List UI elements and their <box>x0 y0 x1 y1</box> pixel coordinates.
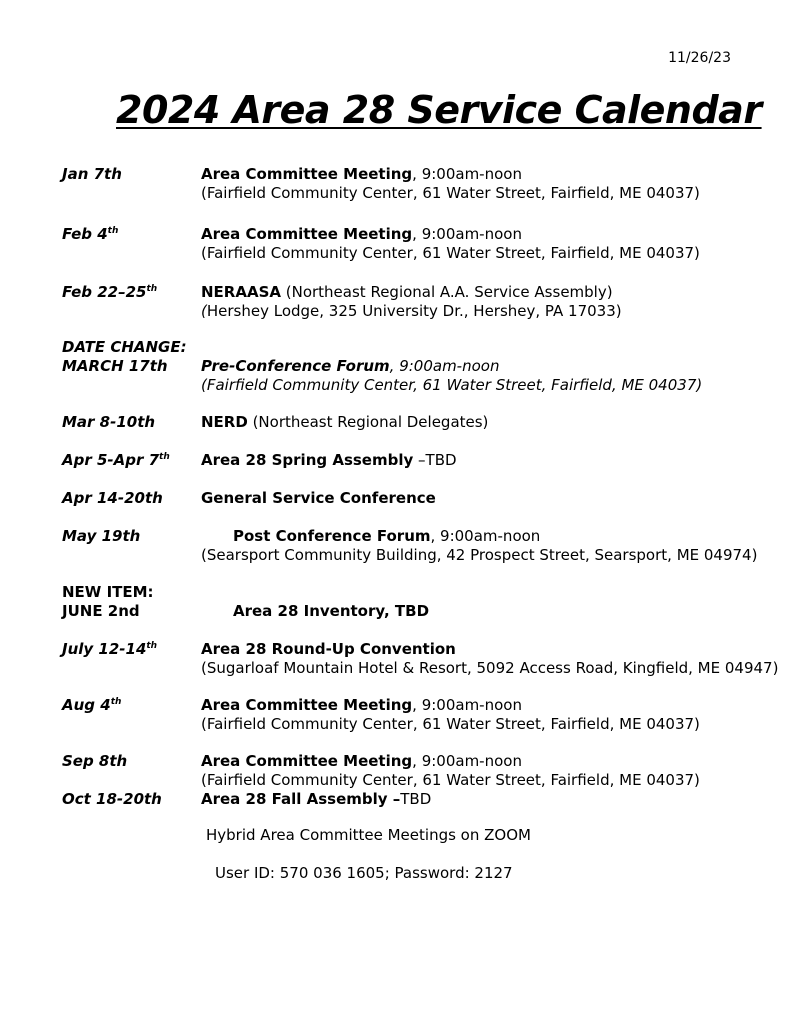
entry-event: Area 28 Inventory, TBD <box>233 602 430 620</box>
entry-date: JUNE 2nd <box>62 602 140 620</box>
entry-date: MARCH 17th <box>62 357 168 375</box>
entry-event: Area 28 Round-Up Convention <box>201 640 456 658</box>
entry-event: Area Committee Meeting <box>201 165 413 183</box>
entry-date: Feb 4th <box>62 225 119 243</box>
entry-date: Oct 18-20th <box>62 790 162 808</box>
date-suffix: th <box>107 226 119 236</box>
entry-time: , 9:00am-noon <box>412 225 522 243</box>
entry-location: (Searsport Community Building, 42 Prospect Street, Searsport, ME 04974) <box>201 546 758 564</box>
entry-event-desc: (Northeast Regional Delegates) <box>247 413 489 431</box>
document-date: 11/26/23 <box>668 50 731 66</box>
page-title: 2024 Area 28 Service Calendar <box>116 88 762 132</box>
entry-note: NEW ITEM: <box>62 583 154 601</box>
entry-location: (Sugarloaf Mountain Hotel & Resort, 5092 Access Road, Kingfield, ME 04947) <box>201 659 779 677</box>
entry-date: May 19th <box>62 527 141 545</box>
entry-date: Sep 8th <box>62 752 128 770</box>
zoom-note: Hybrid Area Committee Meetings on ZOOM <box>206 826 531 844</box>
entry-event-line <box>201 357 499 375</box>
entry-event: NERAASA <box>201 283 281 301</box>
entry-date: July 12-14th <box>62 640 158 658</box>
entry-event-line <box>201 451 457 469</box>
entry-date: Feb 22–25th <box>62 283 158 301</box>
entry-time: , 9:00am-noon <box>412 165 522 183</box>
entry-event-desc: (Northeast Regional A.A. Service Assembly) <box>280 283 613 301</box>
entry-event: Post Conference Forum <box>233 527 431 545</box>
date-suffix: th <box>159 452 170 462</box>
entry-event: Area 28 Spring Assembly <box>201 451 414 469</box>
entry-event-line <box>201 752 522 770</box>
entry-event: Area 28 Fall Assembly – <box>201 790 401 808</box>
entry-event: General Service Conference <box>201 489 436 507</box>
entry-event-line <box>201 225 522 243</box>
entry-date: Mar 8-10th <box>62 413 156 431</box>
entry-location: (Fairfield Community Center, 61 Water Street, Fairfield, ME 04037) <box>201 771 700 789</box>
entry-location: (Fairfield Community Center, 61 Water Street, Fairfield, ME 04037) <box>201 244 700 262</box>
entry-event-line <box>201 790 431 808</box>
entry-location: (Fairfield Community Center, 61 Water Street, Fairfield, ME 04037) <box>201 715 700 733</box>
date-suffix: th <box>110 697 122 707</box>
entry-event: Area Committee Meeting <box>201 225 413 243</box>
entry-event-line <box>201 283 613 301</box>
entry-location: (Hershey Lodge, 325 University Dr., Hershey, PA 17033) <box>201 302 622 320</box>
entry-date: Apr 14-20th <box>62 489 163 507</box>
entry-event: Area Committee Meeting <box>201 752 413 770</box>
entry-location: (Fairfield Community Center, 61 Water Street, Fairfield, ME 04037) <box>201 376 703 394</box>
entry-time: , 9:00am-noon <box>430 527 541 545</box>
entry-event: Area Committee Meeting <box>201 696 413 714</box>
entry-date: Aug 4th <box>62 696 122 714</box>
entry-event-desc: TBD <box>400 790 432 808</box>
entry-time: , 9:00am-noon <box>389 357 500 375</box>
entry-event-desc: –TBD <box>413 451 457 469</box>
entry-event: NERD <box>201 413 248 431</box>
date-suffix: th <box>146 284 158 294</box>
date-suffix: th <box>146 641 158 651</box>
entry-note: DATE CHANGE: <box>62 338 187 356</box>
entry-event-line <box>201 413 488 431</box>
entry-event-line <box>201 696 522 714</box>
entry-event-line <box>201 165 522 183</box>
entry-time: , 9:00am-noon <box>412 752 522 770</box>
entry-event: Pre-Conference Forum <box>201 357 390 375</box>
entry-location: (Fairfield Community Center, 61 Water Street, Fairfield, ME 04037) <box>201 184 700 202</box>
entry-date: Jan 7th <box>62 165 122 183</box>
zoom-credentials: User ID: 570 036 1605; Password: 2127 <box>215 864 513 882</box>
entry-time: , 9:00am-noon <box>412 696 522 714</box>
entry-event-line <box>233 527 540 545</box>
entry-date: Apr 5-Apr 7th <box>62 451 170 469</box>
